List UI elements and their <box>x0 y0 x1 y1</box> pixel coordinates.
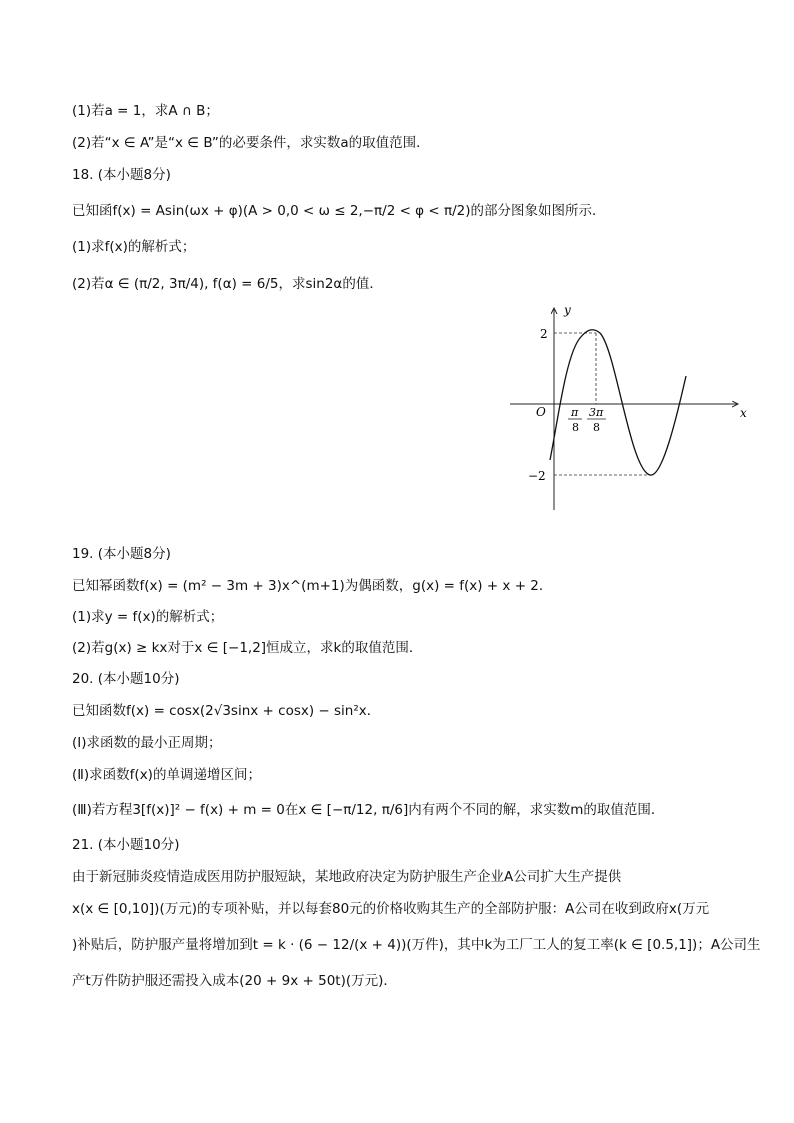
q19-part1: (1)求y = f(x)的解析式； <box>72 609 224 625</box>
q17-part2: (2)若“x ∈ A”是“x ∈ B”的必要条件，求实数a的取值范围． <box>72 135 430 151</box>
sine-curve <box>550 330 686 475</box>
q21-stem-line2: x(x ∈ [0,10])(万元)的专项补贴，并以每套80元的价格收购其生产的全部防护服：A公司在收到政府x(万元 <box>72 901 710 917</box>
q18-part2: (2)若α ∈ (π/2, 3π/4), f(α) = 6/5，求sin2α的值． <box>72 276 383 292</box>
sine-graph-figure <box>500 300 760 515</box>
q20-part1: (Ⅰ)求函数的最小正周期； <box>72 735 222 751</box>
tick2-numerator: 3π <box>589 406 604 419</box>
q18-heading: 18. (本小题8分) <box>72 167 171 183</box>
q21-heading: 21. (本小题10分) <box>72 837 180 853</box>
tick2-denominator: 8 <box>593 421 600 434</box>
q19-part2: (2)若g(x) ≥ kx对于x ∈ [−1,2]恒成立，求k的取值范围． <box>72 640 423 656</box>
q20-part2: (Ⅱ)求函数f(x)的单调递增区间； <box>72 767 261 783</box>
y-min-label: −2 <box>528 469 546 483</box>
q21-stem-line3: )补贴后，防护服产量将增加到t = k · (6 − 12/(x + 4))(万件)，其中k为工厂工人的复工率(k ∈ [0.5,1])；A公司生 <box>72 937 761 953</box>
y-axis-label: y <box>564 303 571 317</box>
q19-stem: 已知幂函数f(x) = (m² − 3m + 3)x^(m+1)为偶函数，g(x) = f(x) + x + 2． <box>72 578 553 594</box>
tick1-numerator: π <box>571 406 579 419</box>
q20-heading: 20. (本小题10分) <box>72 671 180 687</box>
x-axis-label: x <box>740 406 747 420</box>
tick1-denominator: 8 <box>572 421 579 434</box>
q21-stem-line4: 产t万件防护服还需投入成本(20 + 9x + 50t)(万元)． <box>72 973 397 989</box>
q19-heading: 19. (本小题8分) <box>72 546 171 562</box>
q20-part3: (Ⅲ)若方程3[f(x)]² − f(x) + m = 0在x ∈ [−π/12, π/6]内有两个不同的解，求实数m的取值范围． <box>72 802 665 818</box>
q18-stem: 已知函f(x) = Asin(ωx + φ)(A > 0,0 < ω ≤ 2,−π/2 < φ < π/2)的部分图象如图所示． <box>72 203 606 219</box>
q17-part1: (1)若a = 1，求A ∩ B； <box>72 103 219 119</box>
origin-label: O <box>536 405 546 419</box>
q20-stem: 已知函数f(x) = cosx(2√3sinx + cosx) − sin²x． <box>72 703 381 719</box>
q18-part1: (1)求f(x)的解析式； <box>72 239 196 255</box>
y-max-label: 2 <box>540 327 548 341</box>
q21-stem-line1: 由于新冠肺炎疫情造成医用防护服短缺，某地政府决定为防护服生产企业A公司扩大生产提供 <box>72 869 622 885</box>
